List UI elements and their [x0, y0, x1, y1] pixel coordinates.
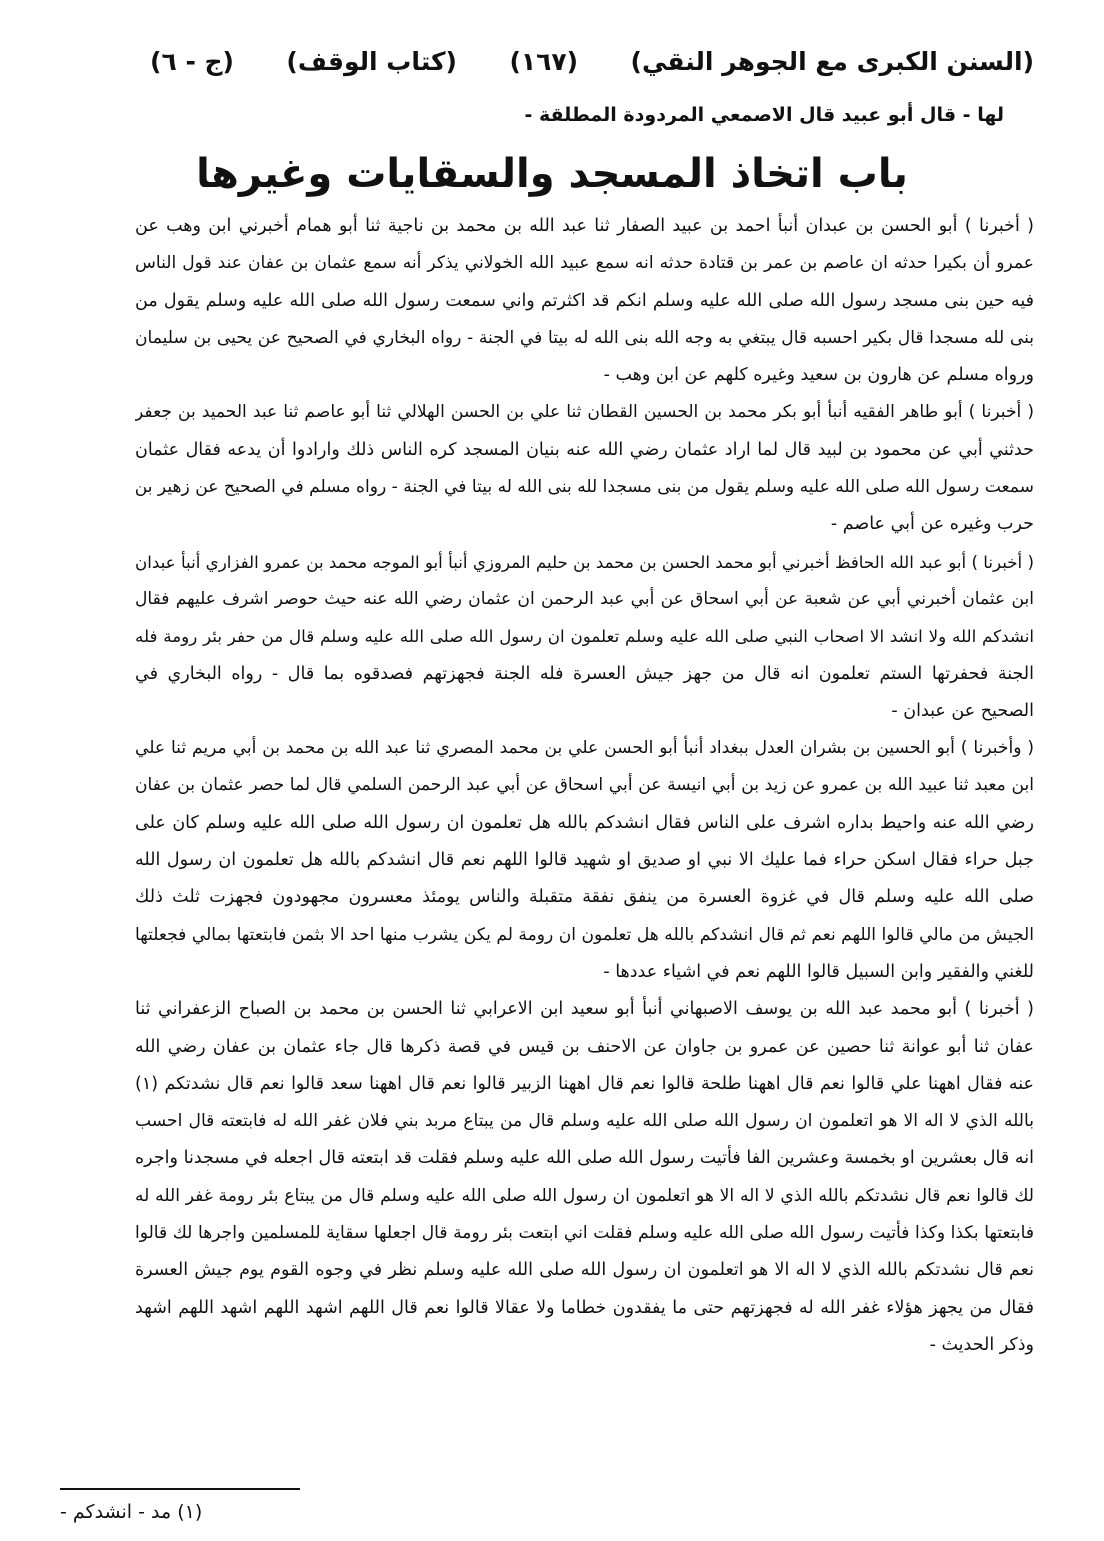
text-line: انشدكم الله ولا انشد الا اصحاب النبي صلى الله عليه وسلم تعلمون ان رسول الله صلى الله عليه وسلم قال من حفر بئر رومة فله: [135, 626, 1034, 647]
text-line: ورواه مسلم عن هارون بن سعيد وغيره كلهم عن ابن وهب -: [603, 365, 1034, 386]
running-header: [150, 36, 1034, 86]
text-line: ( أخبرنا ) أبو محمد عبد الله بن يوسف الاصبهاني أنبأ أبو سعيد ابن الاعرابي ثنا الحسن بن محمد بن الصباح الزعفراني ثنا: [135, 999, 1034, 1020]
text-line: حرب وغيره عن أبي عاصم -: [830, 514, 1034, 535]
text-line: سمعت رسول الله صلى الله عليه وسلم يقول من بنى مسجدا لله بنى الله له بيتا في الجنة - رواه مسلم في الصحيح عن زهير بن: [135, 477, 1034, 498]
text-line: ( أخبرنا ) أبو عبد الله الحافظ أخبرني أبو محمد الحسن بن محمد بن حليم المروزي أنبأ أبو الموجه محمد بن عمرو الفزاري أنبأ عبدان: [135, 551, 1034, 572]
text-line: ابن عثمان أخبرني أبي عن شعبة عن أبي اسحاق عن أبي عبد الرحمن ان عثمان رضي الله عنه حيث حوصر اشرف عليهم فقال: [135, 588, 1034, 609]
text-line: جبل حراء فقال اسكن حراء فما عليك الا نبي او صديق او شهيد قالوا اللهم نعم قال انشدكم بالله هل تعلمون ان رسول الله: [135, 850, 1034, 871]
page-number: (١٦٧): [509, 46, 579, 76]
text-line: ( أخبرنا ) أبو طاهر الفقيه أنبأ أبو بكر محمد بن الحسين القطان ثنا علي بن الحسن الهلالي ثنا أبو عاصم ثنا عبد الحميد بن جعفر: [135, 402, 1034, 423]
text-line: بنى لله مسجدا قال بكير احسبه قال يبتغي به وجه الله بنى الله له بيتا في الجنة - رواه البخاري في الصحيح عن يحيى بن سليمان: [135, 327, 1034, 348]
text-line: انه قال بعشرين او بخمسة وعشرين الفا فأتيت رسول الله صلى الله عليه وسلم فقلت قد ابتعته قال اجعله في مسجدنا واجره: [135, 1148, 1034, 1169]
book-title: (السنن الكبرى مع الجوهر النقي): [630, 46, 1034, 76]
text-line: عنه فقال اههنا علي قالوا نعم قال اههنا طلحة قالوا نعم قال اههنا الزبير قالوا نعم قال اههنا سعد قالوا نعم قال نشدتكم (١): [135, 1073, 1034, 1094]
text-line: فابتعتها بكذا وكذا فأتيت رسول الله صلى الله عليه وسلم فقلت اني ابتعت بئر رومة قال اجعلها سقاية للمسلمين واجرها لك قالوا: [135, 1223, 1034, 1244]
chapter-title: باب اتخاذ المسجد والسقايات وغيرها: [196, 151, 908, 197]
text-line: لك قالوا نعم قال نشدتكم بالله الذي لا اله الا هو اتعلمون ان رسول الله صلى الله عليه وسلم قال من يبتاع بئر رومة غفر الله له: [135, 1185, 1034, 1206]
section-title: (كتاب الوقف): [286, 46, 457, 76]
footnote-divider: [60, 1488, 300, 1490]
text-line: الجنة فحفرتها الستم تعلمون انه قال من جهز جيش العسرة فله الجنة فجهزتهم فصدقوه بما قال - رواه البخاري في: [135, 663, 1034, 684]
text-line: فقال من يجهز هؤلاء غفر الله له فجهزتهم حتى ما يفقدون خطاما ولا عقالا قالوا نعم قال اللهم اشهد اللهم اشهد اللهم اشهد: [135, 1297, 1034, 1318]
text-line: حدثني أبي عن محمود بن لبيد قال لما اراد عثمان رضي الله عنه بنيان المسجد كره الناس ذلك وارادوا أن يدعه فقال عثمان: [135, 439, 1034, 460]
text-line: ( وأخبرنا ) أبو الحسين بن بشران العدل ببغداد أنبأ أبو الحسن علي بن محمد المصري ثنا عبد الله بن محمد بن أبي مريم ثنا علي: [135, 738, 1034, 759]
text-line: وذكر الحديث -: [929, 1334, 1034, 1355]
footnote: (١) مد - انشدكم -: [60, 1501, 203, 1523]
text-line: بالله الذي لا اله الا هو اتعلمون ان رسول الله صلى الله عليه وسلم قال من يبتاع مربد بني فلان غفر الله له فابتعته قال احسب: [135, 1111, 1034, 1132]
text-line: الصحيح عن عبدان -: [891, 700, 1034, 721]
text-line: الجيش من مالي قالوا اللهم نعم ثم قال انشدكم بالله هل تعلمون ان رومة لم يكن يشرب منها احد الا بثمن فابتعتها بمالي فجعلتها: [135, 924, 1034, 945]
text-line: عفان ثنا أبو عوانة ثنا حصين عن عمرو بن جاوان عن الاحنف بن قيس في قصة ذكرها قال جاء عثمان بن عفان رضي الله: [135, 1036, 1034, 1057]
text-line: صلى الله عليه وسلم قال في غزوة العسرة من ينفق نفقة متقبلة والناس يومئذ معسرون مجهودون فجهزت ثلث ذلك: [135, 887, 1034, 908]
text-line: للغني والفقير وابن السبيل قالوا اللهم نعم في اشياء عددها -: [603, 961, 1034, 982]
text-line: فيه حين بنى مسجد رسول الله صلى الله عليه وسلم انكم قد اكثرتم واني سمعت رسول الله صلى الله عليه وسلم يقول من: [135, 290, 1034, 311]
main-text: [135, 208, 1034, 1364]
text-line: ابن معبد ثنا عبيد الله بن عمرو عن زيد بن أبي انيسة عن أبي اسحاق عن أبي عبد الرحمن السلمي قال لما حصر عثمان بن عفان: [135, 775, 1034, 796]
text-line: ( أخبرنا ) أبو الحسن بن عبدان أنبأ احمد بن عبيد الصفار ثنا عبد الله بن محمد بن ناجية ثنا أبو همام أخبرني ابن وهب عن: [135, 216, 1034, 236]
text-line: عمرو أن بكيرا حدثه ان عاصم بن عمر بن قتادة حدثه انه سمع عبيد الله الخولاني يذكر أنه سمع عثمان بن عفان عند قول الناس: [135, 253, 1034, 274]
text-line: رضي الله عنه واحيط بداره اشرف على الناس فقال انشدكم بالله هل تعلمون ان رسول الله صلى الله عليه وسلم كان على: [135, 812, 1034, 833]
volume-number: (ج - ٦): [150, 46, 234, 76]
intro-line: لها - قال أبو عبيد قال الاصمعي المردودة المطلقة -: [524, 104, 1004, 126]
text-line: نعم قال نشدتكم بالله الذي لا اله الا هو اتعلمون ان رسول الله صلى الله عليه وسلم نظر في وجوه القوم يوم جيش العسرة: [135, 1260, 1034, 1281]
